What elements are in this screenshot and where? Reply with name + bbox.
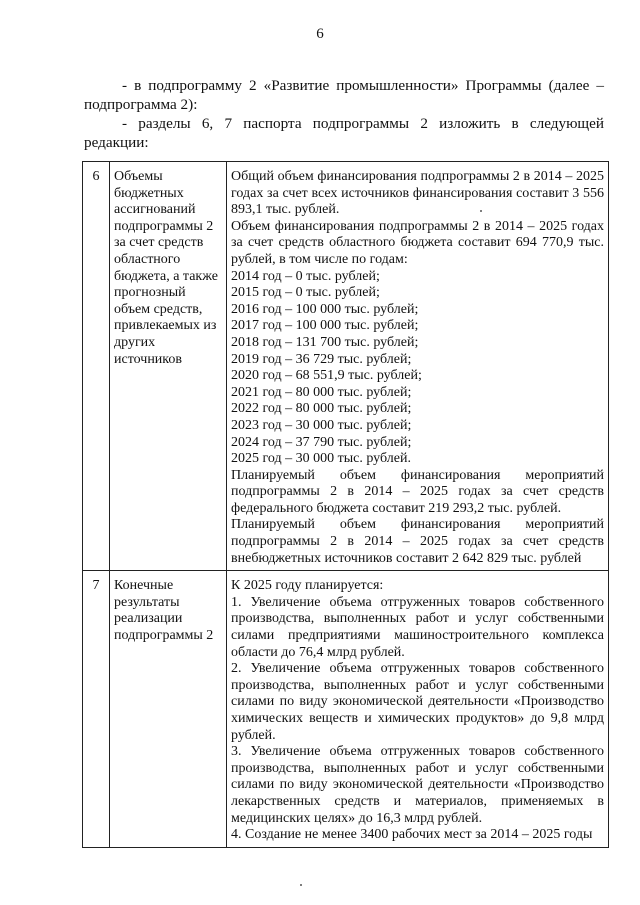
row-number: 6 — [83, 162, 110, 571]
scan-speck — [300, 884, 302, 886]
row-content — [227, 162, 609, 571]
page-number: 6 — [316, 26, 324, 42]
row-content — [227, 571, 609, 848]
content-paragraph: 2. Увеличение объема отгруженных товаров собственного производства, выполненных работ и услуг собственными силами по виду экономической деятельности «Производство химических веществ и химических продуктов» до 9,8 млрд рублей. — [231, 661, 604, 743]
content-paragraph: 4. Создание не менее 3400 рабочих мест за 2014 – 2025 годы — [231, 827, 593, 843]
content-paragraph: 1. Увеличение объема отгруженных товаров собственного производства, выполненных работ и услуг собственными силами предприятиями машиностроительного комплекса области до 76,4 млрд рублей. — [231, 594, 604, 660]
year-line: 2025 год – 30 000 тыс. рублей. — [231, 451, 411, 467]
year-line: 2023 год – 30 000 тыс. рублей; — [231, 417, 412, 433]
content-paragraph: 3. Увеличение объема отгруженных товаров собственного производства, выполненных работ и услуг собственными силами по виду экономической деятельности «Производство лекарственных средств и материалов, применяемых в медицинских целях» до 16,3 млрд рублей. — [231, 744, 604, 826]
year-line: 2015 год – 0 тыс. рублей; — [231, 285, 380, 301]
year-line: 2018 год – 131 700 тыс. рублей; — [231, 334, 419, 350]
year-line: 2022 год – 80 000 тыс. рублей; — [231, 401, 412, 417]
row-label: Объемы бюджетных ассигнований подпрограммы 2 за счет средств областного бюджета, а также прогнозный объем средств, привлекаемых из других источников — [110, 162, 227, 571]
intro-text — [84, 76, 604, 152]
content-paragraph: Объем финансирования подпрограммы 2 в 2014 – 2025 годах за счет средств областного бюджета составит 694 770,9 тыс. рублей, в том числе по годам: — [231, 218, 604, 267]
content-paragraph: Планируемый объем финансирования мероприятий подпрограммы 2 в 2014 – 2025 годах за счет средств внебюджетных источников составит 2 642 829 тыс. рублей — [231, 517, 604, 566]
year-line: 2016 год – 100 000 тыс. рублей; — [231, 301, 419, 317]
year-line: 2021 год – 80 000 тыс. рублей; — [231, 384, 412, 400]
intro-paragraph-1: - в подпрограмму 2 «Развитие промышленности» Программы (далее – подпрограмма 2): — [84, 77, 604, 113]
scan-speck — [480, 210, 482, 212]
year-line: 2017 год – 100 000 тыс. рублей; — [231, 318, 419, 334]
year-line: 2019 год – 36 729 тыс. рублей; — [231, 351, 412, 367]
content-paragraph: К 2025 году планируется: — [231, 578, 384, 594]
content-paragraph: Планируемый объем финансирования мероприятий подпрограммы 2 в 2014 – 2025 годах за счет средств федерального бюджета составит 219 293,2 тыс. рублей. — [231, 467, 604, 516]
year-line: 2024 год – 37 790 тыс. рублей; — [231, 434, 412, 450]
row-number: 7 — [83, 571, 110, 848]
year-line: 2020 год – 68 551,9 тыс. рублей; — [231, 368, 422, 384]
row-label: Конечные результаты реализации подпрограммы 2 — [110, 571, 227, 848]
passport-table — [82, 161, 609, 848]
table-row-section-6 — [83, 162, 609, 571]
content-paragraph: Общий объем финансирования подпрограммы 2 в 2014 – 2025 годах за счет всех источников финансирования составит 3 556 893,1 тыс. рублей. — [231, 169, 604, 218]
table-row-section-7 — [83, 571, 609, 848]
intro-paragraph-2: - разделы 6, 7 паспорта подпрограммы 2 изложить в следующей редакции: — [84, 115, 604, 151]
year-line: 2014 год – 0 тыс. рублей; — [231, 268, 380, 284]
